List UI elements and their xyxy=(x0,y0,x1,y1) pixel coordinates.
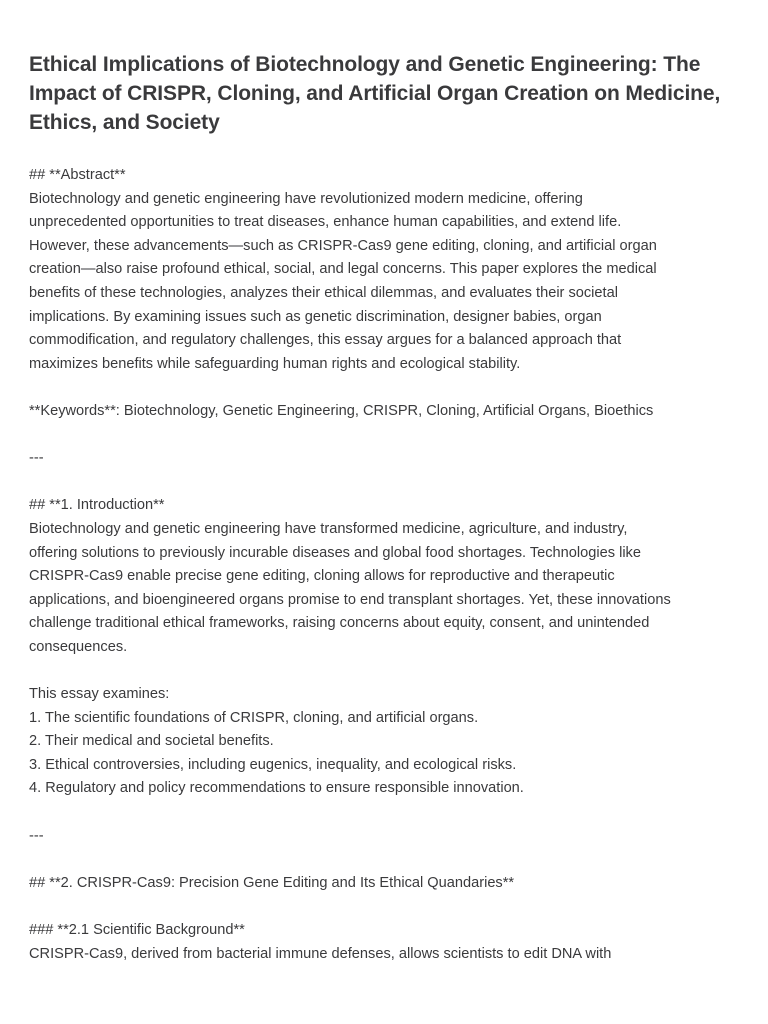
intro-line: applications, and bioengineered organs promise to end transplant shortages. Yet, these innovations xyxy=(29,591,671,608)
spacer xyxy=(29,848,749,872)
abstract-line: commodification, and regulatory challenges, this essay argues for a balanced approach that xyxy=(29,332,622,349)
list-item: 2. Their medical and societal benefits. xyxy=(29,733,274,750)
section21-line: CRISPR-Cas9, derived from bacterial immune defenses, allows scientists to edit DNA with xyxy=(29,945,612,962)
examines-list xyxy=(29,707,749,801)
abstract-line: creation—also raise profound ethical, social, and legal concerns. This paper explores the medical xyxy=(29,261,657,278)
section2-heading: ## **2. CRISPR-Cas9: Precision Gene Editing and Its Ethical Quandaries** xyxy=(29,874,515,891)
abstract-line: Biotechnology and genetic engineering have revolutionized modern medicine, offering xyxy=(29,190,583,207)
spacer xyxy=(29,471,749,495)
spacer xyxy=(29,376,749,400)
intro-line: Biotechnology and genetic engineering have transformed medicine, agriculture, and industry, xyxy=(29,520,628,537)
section-separator: --- xyxy=(29,827,44,844)
intro-body xyxy=(29,518,749,660)
spacer xyxy=(29,659,749,683)
section-separator: --- xyxy=(29,450,44,467)
abstract-line: maximizes benefits while safeguarding human rights and ecological stability. xyxy=(29,355,521,372)
spacer xyxy=(29,895,749,919)
keywords-line: **Keywords**: Biotechnology, Genetic Engineering, CRISPR, Cloning, Artificial Organs, Bioethics xyxy=(29,402,654,419)
list-item: 4. Regulatory and policy recommendations to ensure responsible innovation. xyxy=(29,780,524,797)
abstract-line: However, these advancements—such as CRISPR-Cas9 gene editing, cloning, and artificial organ xyxy=(29,237,657,254)
abstract-line: benefits of these technologies, analyzes their ethical dilemmas, and evaluates their societal xyxy=(29,284,618,301)
intro-line: challenge traditional ethical frameworks, raising concerns about equity, consent, and unintended xyxy=(29,615,650,632)
list-item: 1. The scientific foundations of CRISPR, cloning, and artificial organs. xyxy=(29,709,479,726)
examines-intro: This essay examines: xyxy=(29,686,170,703)
intro-line: consequences. xyxy=(29,638,128,655)
list-item: 3. Ethical controversies, including eugenics, inequality, and ecological risks. xyxy=(29,756,517,773)
abstract-line: unprecedented opportunities to treat diseases, enhance human capabilities, and extend life. xyxy=(29,214,622,231)
abstract-body xyxy=(29,188,749,377)
document-title: Ethical Implications of Biotechnology and Genetic Engineering: The Impact of CRISPR, Cloning, and Artificial Organ Creation on Medicine, Ethics, and Society xyxy=(29,53,721,134)
spacer xyxy=(29,424,749,448)
intro-line: CRISPR-Cas9 enable precise gene editing, cloning allows for reproductive and therapeutic xyxy=(29,568,615,585)
document-page xyxy=(29,50,749,966)
intro-heading: ## **1. Introduction** xyxy=(29,497,165,514)
section21-heading: ### **2.1 Scientific Background** xyxy=(29,922,245,938)
abstract-heading: ## **Abstract** xyxy=(29,167,126,183)
abstract-line: implications. By examining issues such as genetic discrimination, designer babies, organ xyxy=(29,308,602,325)
spacer xyxy=(29,801,749,825)
intro-line: offering solutions to previously incurable diseases and global food shortages. Technologies like xyxy=(29,544,641,561)
